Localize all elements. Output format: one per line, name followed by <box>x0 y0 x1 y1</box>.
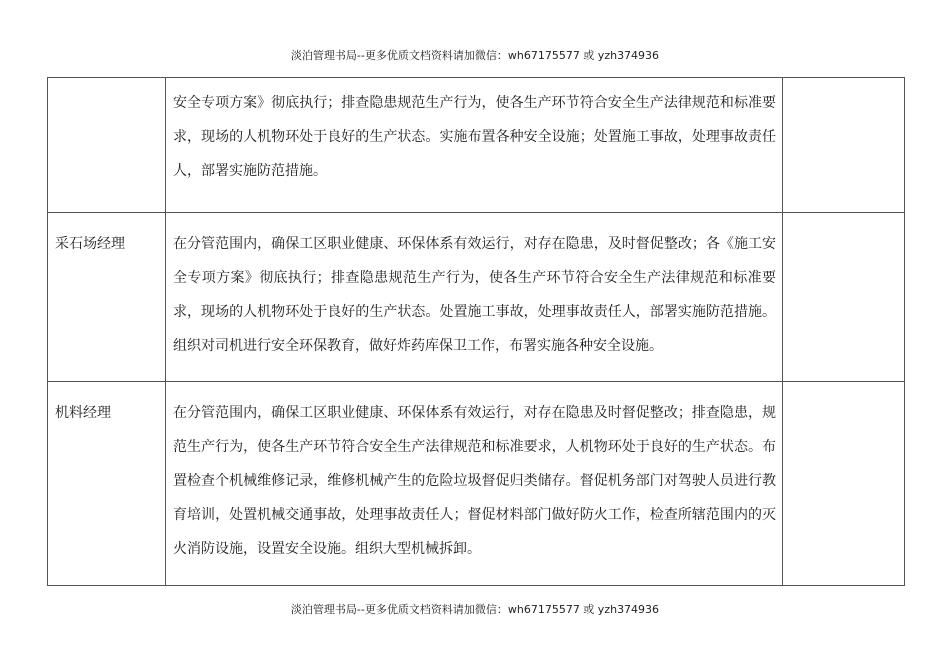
remarks-cell <box>783 78 905 213</box>
responsibility-table <box>47 77 905 586</box>
duty-description: 在分管范围内，确保工区职业健康、环保体系有效运行，对存在隐患及时督促整改；排查隐患，规范生产行为，使各生产环节符合安全生产法律规范和标准要求，人机物环处于良好的生产状态。布置检查个机械维修记录，维修机械产生的危险垃圾督促归类储存。督促机务部门对驾驶人员进行教育培训，处置机械交通事故，处理事故责任人；督促材料部门做好防火工作，检查所辖范围内的灭火消防设施，设置安全设施。组织大型机械拆卸。 <box>173 405 776 557</box>
duty-description-cell <box>166 213 783 382</box>
role-cell <box>48 78 166 213</box>
table-row <box>48 382 905 586</box>
role-label: 采石场经理 <box>55 236 125 252</box>
remarks-cell <box>783 213 905 382</box>
page-header-note: 淡泊管理书局--更多优质文档资料请加微信：wh67175577 或 yzh374936 <box>290 49 660 62</box>
table-row <box>48 213 905 382</box>
role-cell <box>48 382 166 586</box>
duty-description: 在分管范围内，确保工区职业健康、环保体系有效运行，对存在隐患，及时督促整改；各《施工安全专项方案》彻底执行；排查隐患规范生产行为，使各生产环节符合安全生产法律规范和标准要求，现场的人机物环处于良好的生产状态。处置施工事故，处理事故责任人，部署实施防范措施。组织对司机进行安全环保教育，做好炸药库保卫工作，布署实施各种安全设施。 <box>173 236 776 354</box>
role-label: 机料经理 <box>55 405 111 421</box>
duty-description-cell <box>166 382 783 586</box>
page-footer-note: 淡泊管理书局--更多优质文档资料请加微信：wh67175577 或 yzh374936 <box>290 603 660 616</box>
duty-description: 安全专项方案》彻底执行；排查隐患规范生产行为，使各生产环节符合安全生产法律规范和标准要求，现场的人机物环处于良好的生产状态。实施布置各种安全设施；处置施工事故，处理事故责任人，部署实施防范措施。 <box>173 95 776 179</box>
table-row <box>48 78 905 213</box>
duty-description-cell <box>166 78 783 213</box>
role-label <box>48 78 165 92</box>
remarks-cell <box>783 382 905 586</box>
role-cell <box>48 213 166 382</box>
